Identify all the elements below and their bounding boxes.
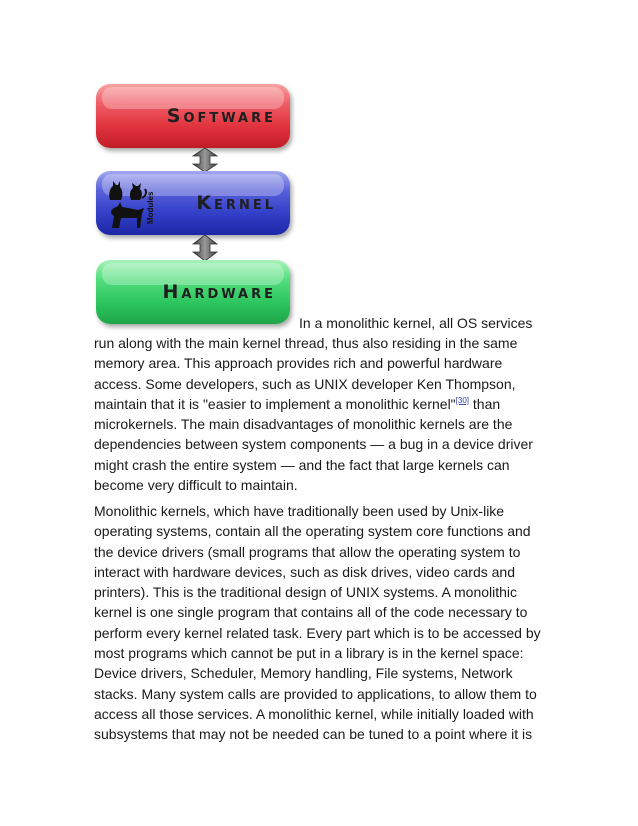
paragraph-1-first-line: In a monolithic kernel, all OS services bbox=[299, 315, 533, 331]
text-line: microkernels. The main disadvantages of monolithic kernels are the bbox=[94, 416, 513, 433]
kernel-label: Kernel bbox=[196, 192, 276, 214]
text-line: most programs which cannot be put in a library is in the kernel space: bbox=[94, 645, 524, 662]
text-line: the device drivers (small programs that allow the operating system to bbox=[94, 543, 521, 560]
text-line: interact with hardware devices, such as disk drives, video cards and bbox=[94, 563, 515, 580]
text-line: printers). This is the traditional design of UNIX systems. A monolithic bbox=[94, 584, 518, 601]
text-line: stacks. Many system calls are provided to applications, to allow them to bbox=[94, 685, 537, 702]
citation-link[interactable]: [30] bbox=[455, 395, 469, 405]
kernel-layers-diagram bbox=[92, 78, 302, 330]
text-line: become very difficult to maintain. bbox=[94, 477, 298, 494]
text-line: might crash the entire system — and the fact that large kernels can bbox=[94, 456, 510, 473]
software-label: Software bbox=[166, 105, 276, 127]
text-line: maintain that it is "easier to implement a monolithic kernel"[30] than bbox=[94, 395, 501, 412]
paragraph-2 bbox=[94, 501, 546, 745]
modules-animals-icon bbox=[104, 178, 150, 230]
double-arrow-icon bbox=[192, 148, 218, 172]
text-line: access all those services. A monolithic kernel, while initially loaded with bbox=[94, 705, 534, 722]
modules-label: Modules bbox=[146, 191, 155, 225]
text-line: operating systems, contain all the operating system core functions and bbox=[94, 523, 531, 540]
hardware-layer bbox=[96, 260, 290, 324]
text-line: kernel is one single program that contains all of the code necessary to bbox=[94, 604, 528, 621]
text-line: dependencies between system components — a bug in a device driver bbox=[94, 436, 533, 453]
double-arrow-icon bbox=[192, 235, 218, 261]
text-line: perform every kernel related task. Every part which is to be accessed by bbox=[94, 624, 541, 641]
text-line: access. Some developers, such as UNIX developer Ken Thompson, bbox=[94, 375, 516, 392]
paragraph-1 bbox=[94, 333, 546, 495]
text-line: memory area. This approach provides rich and powerful hardware bbox=[94, 355, 503, 372]
text-line: Device drivers, Scheduler, Memory handling, File systems, Network bbox=[94, 665, 513, 682]
text-line: subsystems that may not be needed can be tuned to a point where it is bbox=[94, 726, 533, 743]
text-line: run along with the main kernel thread, thus also residing in the same bbox=[94, 335, 518, 351]
hardware-label: Hardware bbox=[162, 281, 276, 303]
text-line: Monolithic kernels, which have traditionally been used by Unix-like bbox=[94, 503, 505, 519]
software-layer bbox=[96, 84, 290, 148]
